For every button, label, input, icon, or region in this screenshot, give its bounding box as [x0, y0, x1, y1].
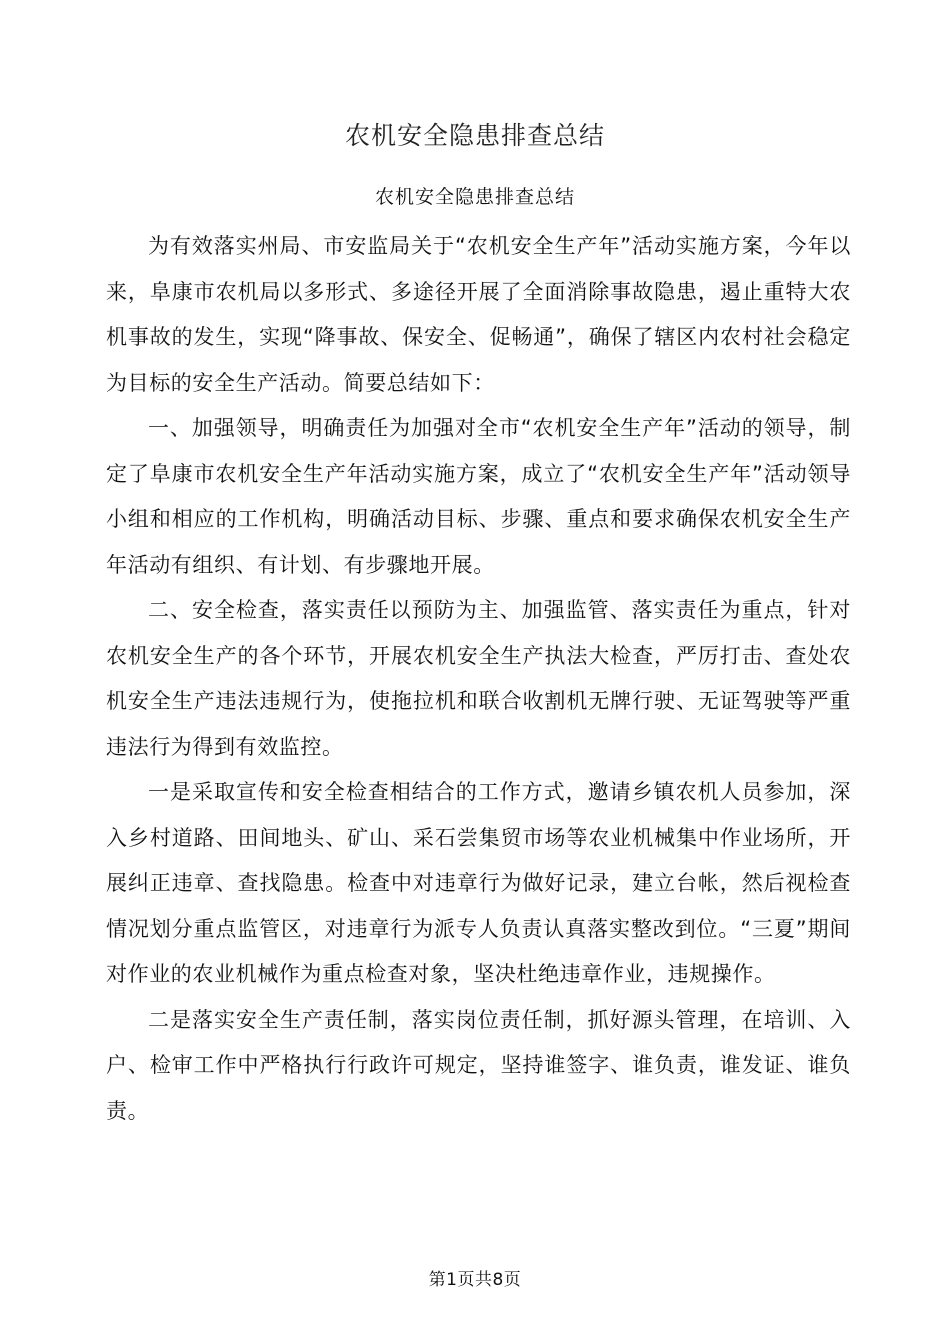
paragraph-section-2: 二、安全检查，落实责任以预防为主、加强监管、落实责任为重点，针对农机安全生产的各个环节，开展农机安全生产执法大检查，严厉打击、查处农机安全生产违法违规行为，使拖拉机和联合收割机无牌行驶、无证驾驶等严重违法行为得到有效监控。 — [106, 598, 851, 759]
document-body — [106, 224, 851, 1134]
document-subtitle: 农机安全隐患排查总结 — [374, 186, 575, 208]
document-title: 农机安全隐患排查总结 — [344, 121, 605, 150]
paragraph-intro: 为有效落实州局、市安监局关于“农机安全生产年”活动实施方案，今年以来，阜康市农机局以多形式、多途径开展了全面消除事故隐患，遏止重特大农机事故的发生，实现“降事故、保安全、促畅通”，确保了辖区内农村社会稳定为目标的安全生产活动。简要总结如下： — [106, 234, 851, 395]
paragraph-section-1: 一、加强领导，明确责任为加强对全市“农机安全生产年”活动的领导，制定了阜康市农机安全生产年活动实施方案，成立了“农机安全生产年”活动领导小组和相应的工作机构，明确活动目标、步骤、重点和要求确保农机安全生产年活动有组织、有计划、有步骤地开展。 — [106, 416, 851, 577]
paragraph-point-2: 二是落实安全生产责任制，落实岗位责任制，抓好源头管理，在培训、入户、检审工作中严格执行行政许可规定，坚持谁签字、谁负责，谁发证、谁负责。 — [106, 1007, 851, 1123]
paragraph-point-1: 一是采取宣传和安全检查相结合的工作方式，邀请乡镇农机人员参加，深入乡村道路、田间地头、矿山、采石尝集贸市场等农业机械集中作业场所，开展纠正违章、查找隐患。检查中对违章行为做好记录，建立台帐，然后视检查情况划分重点监管区，对违章行为派专人负责认真落实整改到位。“三夏”期间对作业的农业机械作为重点检查对象，坚决杜绝违章作业，违规操作。 — [106, 780, 851, 986]
page-number: 第1页共8页 — [428, 1270, 522, 1290]
